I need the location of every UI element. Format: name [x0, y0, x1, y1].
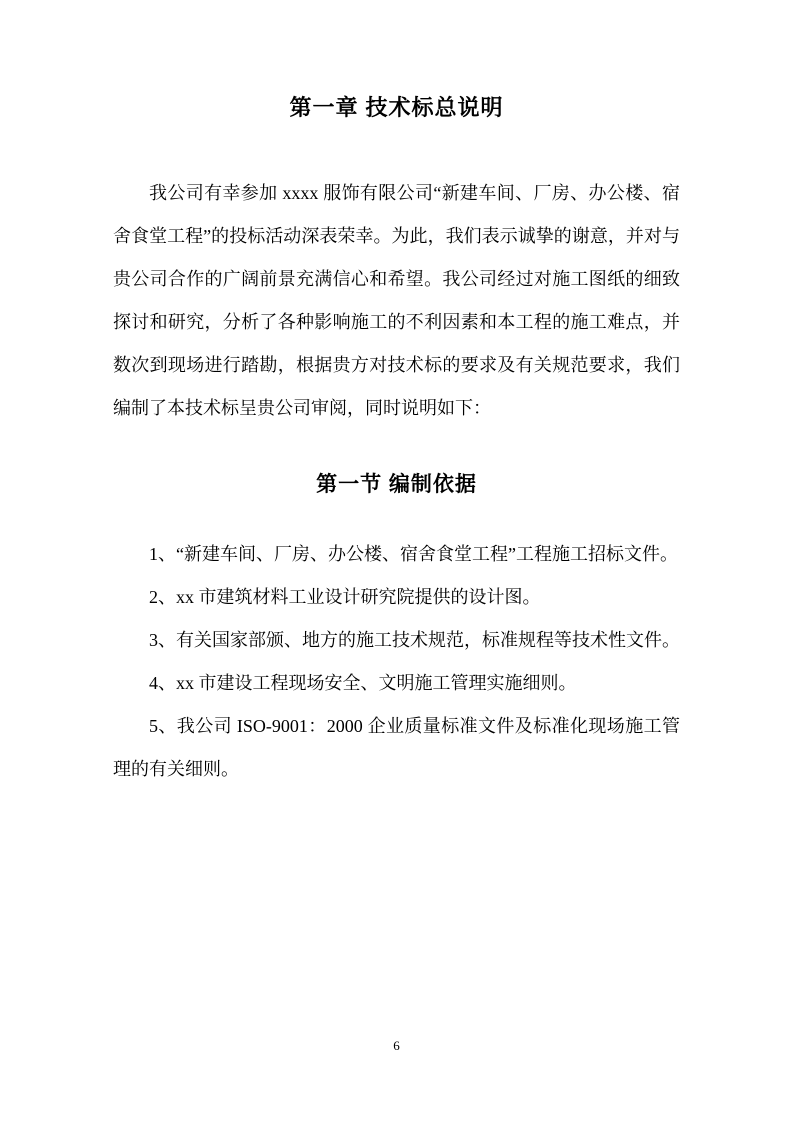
- reference-list: [113, 533, 680, 791]
- list-item-2: 2、xx 市建筑材料工业设计研究院提供的设计图。: [149, 587, 541, 607]
- list-item-1: 1、“新建车间、厂房、办公楼、宿舍食堂工程”工程施工招标文件。: [149, 544, 678, 564]
- chapter-title: 第一章 技术标总说明: [289, 95, 504, 120]
- list-item-4: 4、xx 市建设工程现场安全、文明施工管理实施细则。: [149, 673, 577, 693]
- list-item-3: 3、有关国家部颁、地方的施工技术规范，标准规程等技术性文件。: [149, 630, 680, 650]
- page-number: 6: [393, 1038, 400, 1053]
- section-title: 第一节 编制依据: [316, 473, 477, 496]
- list-item-5: 5、我公司 ISO-9001：2000 企业质量标准文件及标准化现场施工管理的有关细则。: [113, 716, 680, 779]
- intro-paragraph: 我公司有幸参加 xxxx 服饰有限公司“新建车间、厂房、办公楼、宿舍食堂工程”的投标活动深表荣幸。为此，我们表示诚挚的谢意，并对与贵公司合作的广阔前景充满信心和希望。我公司经过对施工图纸的细致探讨和研究，分析了各种影响施工的不利因素和本工程的施工难点，并数次到现场进行踏勘，根据贵方对技术标的要求及有关规范要求，我们编制了本技术标呈贵公司审阅，同时说明如下：: [113, 183, 680, 418]
